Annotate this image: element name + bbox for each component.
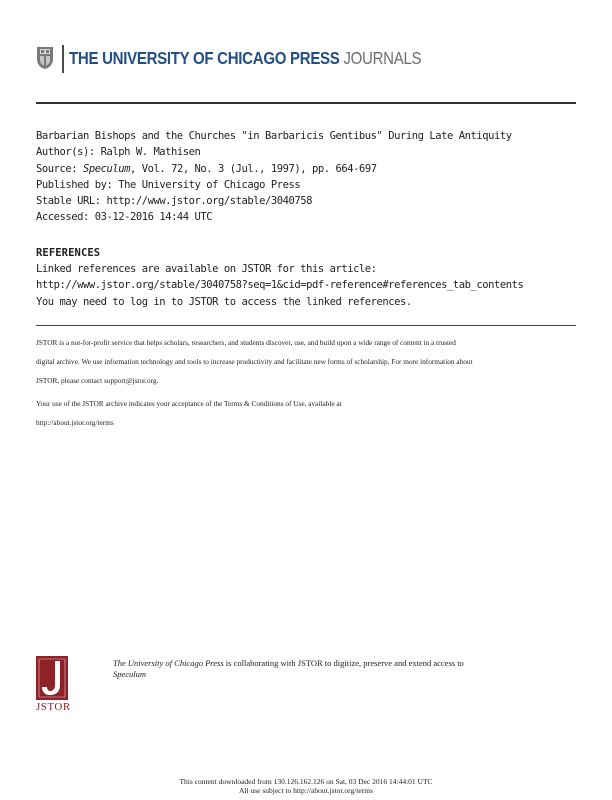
jstor-logo-label: JSTOR (36, 701, 71, 713)
terms-notice (36, 394, 580, 432)
jstor-notice (36, 333, 580, 390)
jstor-logo-emblem (36, 656, 68, 700)
source-label: Source: (36, 163, 78, 175)
terms-footer-link[interactable]: All use subject to http://about.jstor.org/terms (238, 786, 374, 795)
notice-line: JSTOR is a not-for-profit service that helps scholars, researchers, and students discover, use, and build upon a wide range of content in a trusted (36, 338, 456, 347)
references-link[interactable]: http://www.jstor.org/stable/3040758?seq=1&cid=pdf-reference#references_tab_contents (36, 279, 524, 291)
accessed-value: 03-12-2016 14:44 UTC (94, 211, 213, 223)
jstor-logo (36, 656, 71, 716)
references-login-note: You may need to log in to JSTOR to access the linked references. (36, 296, 412, 308)
header-divider (62, 45, 64, 73)
accessed-label: Accessed: (36, 211, 89, 223)
collab-publisher: The University of Chicago Press (113, 658, 224, 668)
article-title: Barbarian Bishops and the Churches "in Barbaricis Gentibus" During Late Antiquity (36, 130, 512, 142)
section-rule (36, 325, 576, 326)
article-publisher (36, 179, 300, 191)
article-stable-url (36, 195, 312, 207)
terms-link[interactable]: http://about.jstor.org/terms (36, 418, 114, 427)
terms-line: Your use of the JSTOR archive indicates your acceptance of the Terms & Conditions of Use, available at (36, 399, 342, 408)
jstor-j-icon (36, 656, 68, 700)
article-authors (36, 146, 200, 158)
article-accessed (36, 211, 212, 223)
download-notice: This content downloaded from 130.126.162.126 on Sat, 03 Dec 2016 14:44:01 UTC (179, 777, 433, 786)
notice-line: JSTOR, please contact support@jstor.org. (36, 376, 159, 385)
collaboration-note (113, 658, 573, 680)
published-by-value: The University of Chicago Press (118, 179, 301, 191)
publisher-journals-label: JOURNALS (343, 48, 422, 68)
authors-label: Author(s): (36, 146, 95, 158)
publisher-wordmark (69, 48, 421, 69)
published-by-label: Published by: (36, 179, 113, 191)
source-journal: Speculum (82, 163, 130, 175)
article-source (36, 163, 377, 175)
collab-journal: Speculum (113, 669, 147, 679)
notice-line: digital archive. We use information technology and tools to increase productivity and facilitate new forms of scholarship. For more information about (36, 357, 473, 366)
university-shield-icon (36, 46, 54, 70)
publisher-name: THE UNIVERSITY OF CHICAGO PRESS (69, 48, 340, 68)
stable-url-link[interactable]: http://www.jstor.org/stable/3040758 (106, 195, 312, 207)
stable-url-label: Stable URL: (36, 195, 101, 207)
source-detail: , Vol. 72, No. 3 (Jul., 1997), pp. 664-697 (129, 163, 377, 175)
authors-value: Ralph W. Mathisen (100, 146, 201, 158)
references-intro: Linked references are available on JSTOR for this article: (36, 263, 377, 275)
collab-text: is collaborating with JSTOR to digitize, preserve and extend access to (223, 658, 464, 668)
header-rule (36, 102, 576, 104)
references-heading: REFERENCES (36, 247, 101, 259)
publisher-header (36, 42, 576, 78)
